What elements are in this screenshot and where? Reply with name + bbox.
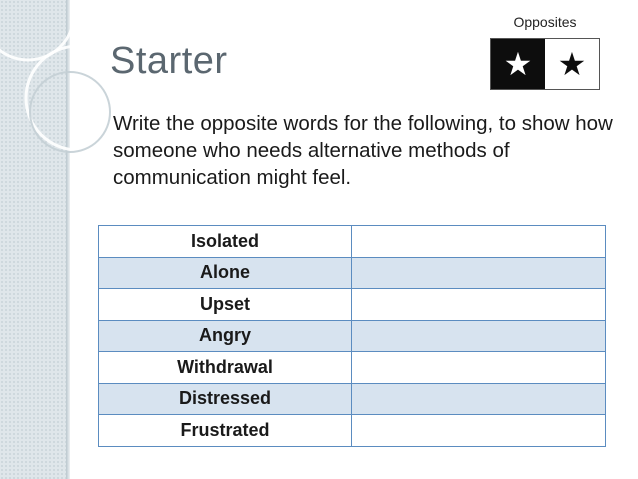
table-row (99, 383, 606, 415)
opposite-cell[interactable] (352, 352, 606, 384)
word-cell: Distressed (99, 383, 352, 415)
star-icon: ★ (545, 39, 599, 89)
opposite-cell[interactable] (352, 226, 606, 258)
table-row (99, 352, 606, 384)
word-cell: Angry (99, 320, 352, 352)
word-cell: Alone (99, 257, 352, 289)
table-row (99, 289, 606, 321)
opposite-cell[interactable] (352, 383, 606, 415)
slide-title: Starter (110, 40, 228, 82)
table-row (99, 226, 606, 258)
word-cell: Frustrated (99, 415, 352, 447)
opposites-table (98, 225, 606, 447)
star-icon: ★ (491, 39, 545, 89)
opposites-label: Opposites (513, 14, 577, 30)
table-row (99, 415, 606, 447)
table-row (99, 257, 606, 289)
opposite-cell[interactable] (352, 415, 606, 447)
opposite-cell[interactable] (352, 320, 606, 352)
instruction-text: Write the opposite words for the following, to show how someone who needs alternative methods of communication might feel. (113, 112, 613, 189)
word-cell: Isolated (99, 226, 352, 258)
word-cell: Upset (99, 289, 352, 321)
word-cell: Withdrawal (99, 352, 352, 384)
table-row (99, 320, 606, 352)
opposites-frame (490, 38, 600, 90)
opposite-cell[interactable] (352, 289, 606, 321)
opposite-cell[interactable] (352, 257, 606, 289)
opposites-graphic (488, 14, 602, 92)
